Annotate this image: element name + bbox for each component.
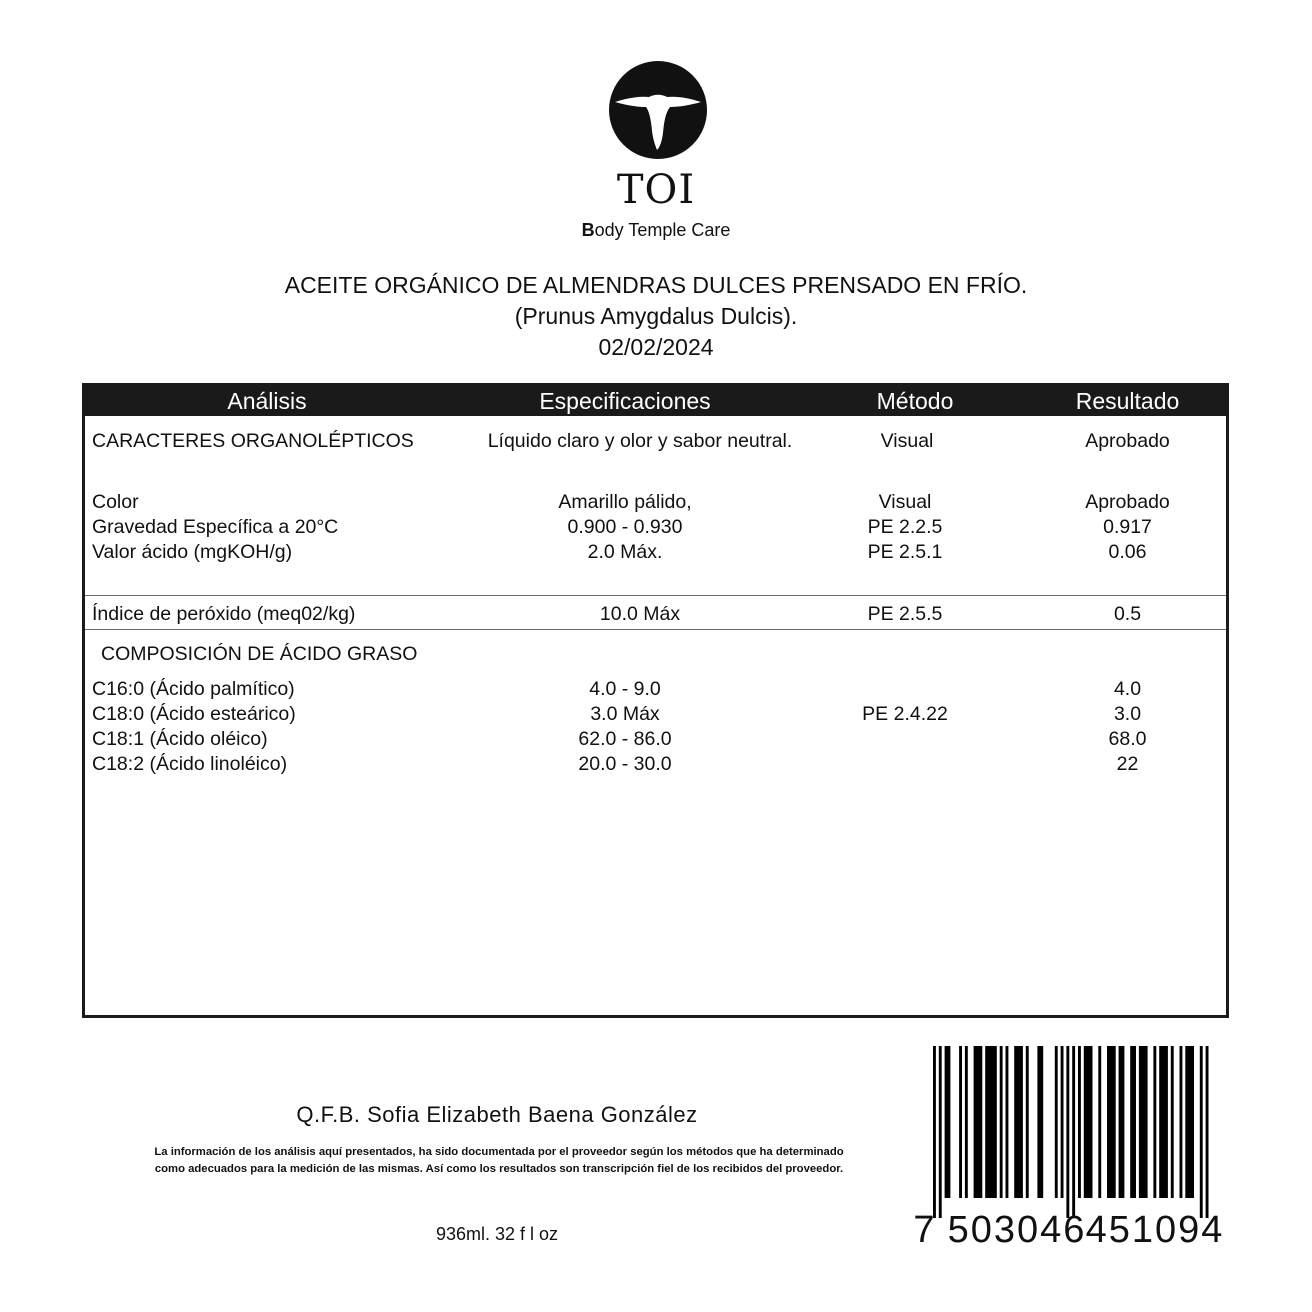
barcode-bar [1185, 1046, 1194, 1198]
row-divider [85, 629, 1226, 630]
barcode-bar [974, 1046, 983, 1198]
botanical-name: (Prunus Amygdalus Dulcis). [514, 303, 798, 329]
row-result: 68.0 [1108, 728, 1147, 750]
row-spec: 3.0 Máx [590, 703, 660, 725]
analysis-date: 02/02/2024 [598, 334, 714, 360]
row-spec: 62.0 - 86.0 [578, 728, 672, 750]
barcode-guard-bar [1200, 1046, 1203, 1218]
barcode-guard-bar [1066, 1046, 1069, 1218]
barcode-bar [1119, 1046, 1125, 1198]
barcode-bar [1130, 1046, 1136, 1198]
fatty-acid-section-title: COMPOSICIÓN DE ÁCIDO GRASO [101, 643, 418, 665]
barcode-guard-bar [933, 1046, 936, 1218]
whale-tail-icon [609, 61, 707, 159]
row-spec: 2.0 Máx. [587, 541, 663, 563]
row-spec: Amarillo pálido, [558, 491, 692, 513]
row-result: 0.917 [1103, 516, 1152, 538]
barcode-bar [1084, 1046, 1093, 1198]
barcode-digits-right: 451094 [1085, 1209, 1225, 1250]
tagline-rest: ody Temple Care [594, 220, 731, 240]
barcode-digit-first: 7 [913, 1209, 935, 1250]
peroxide-result: 0.5 [1113, 603, 1142, 625]
barcode-guard-bar [1206, 1046, 1209, 1218]
barcode-bar [1180, 1046, 1183, 1198]
barcode-bar [959, 1046, 962, 1198]
organoleptic-spec: Líquido claro y olor y sabor neutral. [487, 430, 793, 452]
barcode-bar [965, 1046, 968, 1198]
disclaimer-line: La información de los análisis aquí presentados, ha sido documentada por el proveedor según los métodos que ha determinado [154, 1146, 844, 1158]
barcode-bar [1171, 1046, 1174, 1198]
barcode-bar [1107, 1046, 1116, 1198]
barcode-bar [945, 1046, 951, 1198]
barcode-graphic [900, 1040, 1240, 1250]
organoleptic-method: Visual [880, 430, 934, 452]
brand-logo [609, 61, 707, 159]
barcode-bar [1078, 1046, 1081, 1198]
peroxide-spec: 10.0 Máx [599, 603, 681, 625]
row-result: 0.06 [1108, 541, 1147, 563]
row-result: 22 [1116, 753, 1139, 775]
barcode-guard-bar [939, 1046, 942, 1218]
brand-name: TOI [616, 167, 696, 213]
barcode-bar [1055, 1046, 1058, 1198]
row-analysis: Valor ácido (mgKOH/g) [92, 541, 293, 563]
barcode-bar [1139, 1046, 1148, 1198]
product-title-block [0, 270, 1312, 363]
row-spec: 4.0 - 9.0 [589, 678, 661, 700]
row-method: PE 2.5.1 [867, 541, 943, 563]
header-specs: Especificaciones [539, 388, 711, 414]
peroxide-analysis: Índice de peróxido (meq02/kg) [92, 603, 356, 625]
tagline-initial: B [581, 220, 595, 240]
row-result: Aprobado [1085, 491, 1170, 513]
table-header [82, 383, 1229, 416]
volume-label: 936ml. 32 f l oz [435, 1224, 559, 1244]
barcode-bar [1026, 1046, 1029, 1198]
row-divider [85, 595, 1226, 596]
row-analysis: C16:0 (Ácido palmítico) [92, 678, 295, 700]
organoleptic-result: Aprobado [1085, 430, 1170, 452]
product-title: ACEITE ORGÁNICO DE ALMENDRAS DULCES PRENSADO EN FRÍO. [284, 272, 1028, 298]
fatty-acid-method: PE 2.4.22 [862, 703, 948, 725]
row-analysis: C18:1 (Ácido oléico) [92, 728, 268, 750]
barcode-bar [1098, 1046, 1101, 1198]
barcode-bar [1159, 1046, 1168, 1198]
organoleptic-analysis: CARACTERES ORGANOLÉPTICOS [92, 430, 414, 452]
row-result: 3.0 [1113, 703, 1142, 725]
row-analysis: C18:0 (Ácido esteárico) [92, 703, 296, 725]
barcode-bar [1153, 1046, 1156, 1198]
barcode-bar [1037, 1046, 1043, 1198]
row-spec: 0.900 - 0.930 [567, 516, 683, 538]
header-result: Resultado [1075, 388, 1180, 414]
barcode-bar [985, 1046, 997, 1198]
barcode [900, 1040, 1240, 1250]
row-spec: 20.0 - 30.0 [578, 753, 672, 775]
row-analysis: C18:2 (Ácido linoléico) [92, 753, 288, 775]
barcode-digits-left: 503046 [947, 1209, 1087, 1250]
header-analysis: Análisis [227, 388, 307, 414]
row-result: 4.0 [1113, 678, 1142, 700]
row-analysis: Gravedad Específica a 20°C [92, 516, 339, 538]
header-method: Método [876, 388, 954, 414]
peroxide-method: PE 2.5.5 [867, 603, 943, 625]
barcode-guard-bar [1072, 1046, 1075, 1218]
barcode-bar [1014, 1046, 1023, 1198]
signature: Q.F.B. Sofia Elizabeth Baena González [296, 1102, 698, 1127]
barcode-bar [1006, 1046, 1009, 1198]
row-method: Visual [878, 491, 932, 513]
row-method: PE 2.2.5 [867, 516, 943, 538]
brand-tagline [0, 218, 1312, 242]
barcode-bar [1061, 1046, 1064, 1198]
disclaimer [80, 1144, 918, 1178]
row-analysis: Color [92, 491, 139, 513]
barcode-bar [1000, 1046, 1003, 1198]
disclaimer-line: como adecuados para la medición de las mismas. Así como los resultados son transcripción fiel de los recibidos del proveedor. [154, 1163, 844, 1175]
